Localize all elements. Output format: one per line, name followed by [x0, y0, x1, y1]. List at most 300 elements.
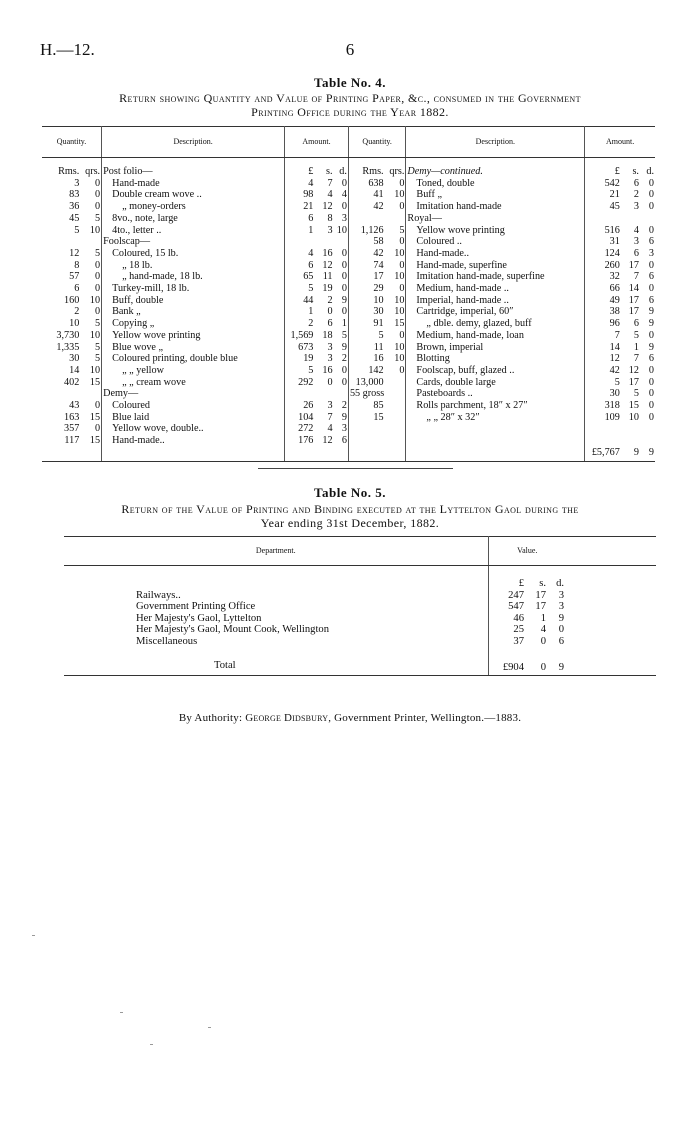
value-cell: 0 [334, 365, 349, 377]
paper-speck [150, 1044, 153, 1045]
value-cell: 10 [334, 225, 349, 237]
value-cell: 43 [69, 400, 80, 412]
value-cell: 16 [373, 353, 384, 365]
empty-cell [470, 601, 488, 613]
printer-name: George Didsbury [245, 712, 329, 724]
value-cell: 0 [80, 423, 101, 435]
value-cell: 42 [373, 247, 384, 259]
value-cell: 0 [327, 376, 333, 388]
value-cell: 17 [628, 259, 639, 271]
value-cell [385, 388, 406, 400]
value-cell: 6 [648, 236, 654, 248]
description-cell: Imitation hand-made, superfine [406, 271, 585, 283]
value-cell: 11 [322, 271, 333, 283]
table-row [42, 435, 655, 447]
unit-label: d. [646, 166, 654, 177]
value-cell: 10 [80, 330, 101, 342]
value-cell: 673 [298, 341, 314, 353]
empty-cell [385, 423, 406, 435]
value-cell: 37 [513, 635, 525, 647]
empty-cell [470, 590, 488, 602]
value-cell: 10 [80, 225, 101, 237]
value-cell: 25 [513, 624, 525, 636]
empty-cell [348, 435, 384, 447]
value-cell: 10 [385, 342, 406, 354]
value-cell: 0 [80, 306, 101, 318]
value-cell: 0 [327, 306, 333, 318]
value-cell: 2 [74, 306, 80, 318]
value-cell: 17 [535, 589, 547, 601]
value-cell: 10 [80, 295, 101, 307]
description-cell: Copying „ [102, 318, 285, 330]
empty-cell [640, 423, 655, 435]
description-cell: Cards, double large [406, 377, 585, 389]
value-cell [285, 236, 315, 248]
value-cell: 17 [373, 271, 384, 283]
value-cell: 5 [614, 376, 620, 388]
value-cell: 6 [334, 435, 349, 447]
description-cell: 4to., letter .. [102, 225, 285, 237]
value-cell: 163 [64, 411, 80, 423]
value-cell: 272 [298, 423, 314, 435]
value-cell: 1 [540, 612, 547, 624]
value-cell: 16 [322, 364, 333, 376]
value-cell: 104 [298, 411, 314, 423]
value-cell: 10 [69, 318, 80, 330]
unit-label: £ [614, 166, 620, 177]
empty-cell [348, 423, 384, 435]
value-cell: 3 [327, 341, 333, 353]
value-cell [42, 388, 80, 400]
value-cell: 31 [609, 236, 620, 248]
value-cell: 3 [334, 213, 349, 225]
description-header: Description. [102, 127, 285, 158]
value-cell: 45 [69, 212, 80, 224]
value-cell: 10 [385, 248, 406, 260]
value-cell: 0 [334, 377, 349, 389]
unit-label: £ [308, 166, 314, 177]
table-row [42, 236, 655, 248]
empty-cell [42, 447, 80, 461]
value-cell: 0 [80, 189, 101, 201]
value-cell: 15 [80, 435, 101, 447]
empty-cell [640, 435, 655, 447]
value-cell: 0 [334, 248, 349, 260]
value-cell: 0 [385, 365, 406, 377]
unit-label: Rms. [362, 166, 384, 177]
value-cell [334, 236, 349, 248]
value-cell: 547 [508, 601, 525, 613]
value-cell: 12 [628, 364, 639, 376]
paper-speck [208, 1027, 211, 1028]
value-header: Value. [488, 537, 566, 566]
value-cell: 13,000 [355, 376, 384, 388]
empty-cell [314, 447, 333, 461]
unit-label: d. [556, 578, 565, 589]
value-cell: 74 [373, 259, 384, 271]
value-cell: 42 [373, 201, 384, 213]
table5-title: Table No. 5. [314, 485, 386, 500]
value-cell: 0 [558, 624, 565, 636]
value-cell: 15 [373, 411, 384, 423]
value-cell [80, 388, 101, 400]
empty-cell [470, 636, 488, 648]
value-cell: 57 [69, 271, 80, 283]
value-cell: 5 [80, 353, 101, 365]
paper-speck [120, 1012, 123, 1013]
value-cell: 12 [322, 435, 333, 447]
table-row [42, 225, 655, 237]
value-cell: 542 [604, 177, 620, 189]
empty-cell [385, 435, 406, 447]
value-cell: 41 [373, 189, 384, 201]
value-cell: 19 [322, 283, 333, 295]
value-cell: 10 [385, 306, 406, 318]
value-cell: 5 [308, 364, 314, 376]
value-cell: 0 [80, 260, 101, 272]
value-cell: 3 [74, 177, 80, 189]
value-cell: 5 [80, 248, 101, 260]
value-cell [385, 213, 406, 225]
empty-cell [566, 624, 656, 636]
value-cell: 0 [648, 259, 654, 271]
amount-header: Amount. [585, 127, 655, 158]
description-cell: Pasteboards .. [406, 388, 585, 400]
table-row [64, 624, 656, 636]
empty-cell [385, 447, 406, 461]
empty-cell [406, 423, 585, 435]
table-row [42, 260, 655, 272]
value-cell: 4 [633, 224, 639, 236]
paper-speck [32, 935, 35, 936]
table4-title: Table No. 4. [314, 75, 386, 90]
unit-label: qrs. [385, 166, 406, 178]
empty-cell [470, 624, 488, 636]
value-cell: 26 [303, 400, 314, 412]
empty-cell [566, 590, 656, 602]
description-cell: Coloured [102, 400, 285, 412]
table-row [64, 601, 656, 613]
value-cell: 0 [334, 178, 349, 190]
description-cell: „ hand-made, 18 lb. [102, 271, 285, 283]
value-cell: 3,730 [56, 329, 80, 341]
empty-cell [285, 447, 315, 461]
value-cell: 247 [508, 589, 525, 601]
value-cell: 9 [334, 342, 349, 354]
description-cell: „ money-orders [102, 201, 285, 213]
table4-caption-line1: Return showing Quantity and Value of Printing Paper, &c., consumed in the Government [119, 91, 581, 105]
value-cell: 4 [308, 247, 314, 259]
value-cell: 5 [80, 213, 101, 225]
table5-total-row [64, 660, 656, 676]
value-cell: 9 [334, 295, 349, 307]
table-row [42, 365, 655, 377]
table-row [42, 412, 655, 424]
description-cell: Medium, hand-made .. [406, 283, 585, 295]
total-pounds: £5,767 [585, 447, 621, 461]
value-cell: 1 [334, 318, 349, 330]
description-cell: Toned, double [406, 178, 585, 190]
description-cell: Blue wove „ [102, 342, 285, 354]
value-cell: 0 [80, 283, 101, 295]
value-cell: 4 [308, 177, 314, 189]
unit-label: £ [518, 578, 525, 589]
value-cell: 9 [648, 318, 654, 330]
value-cell: 12 [322, 201, 333, 213]
value-cell: 260 [604, 259, 620, 271]
value-cell: 1,569 [290, 329, 314, 341]
value-cell: 2 [334, 400, 349, 412]
unit-label: s. [326, 166, 333, 177]
value-cell: 55 gross [349, 388, 385, 400]
description-cell: Buff „ [406, 189, 585, 201]
value-cell: 2 [308, 318, 314, 330]
value-cell: 6 [633, 247, 639, 259]
empty-cell [566, 601, 656, 613]
total-label: Total [64, 660, 470, 676]
value-cell: 0 [334, 306, 349, 318]
description-cell: Turkey-mill, 18 lb. [102, 283, 285, 295]
empty-cell [470, 613, 488, 625]
value-cell: 91 [373, 318, 384, 330]
value-cell: 7 [614, 329, 620, 341]
table-row [42, 342, 655, 354]
table4-caption-line2: Printing Office during the Year 1882. [251, 105, 449, 119]
value-cell: 7 [327, 411, 333, 423]
description-cell: Demy— [102, 388, 285, 400]
value-cell: 45 [609, 201, 620, 213]
table-row [42, 377, 655, 389]
empty-cell [585, 435, 621, 447]
total-pounds: £904 [488, 660, 526, 676]
description-cell: „ „ cream wove [102, 377, 285, 389]
value-cell: 11 [373, 341, 384, 353]
value-cell: 5 [80, 342, 101, 354]
table-row [42, 400, 655, 412]
value-cell: 0 [648, 224, 654, 236]
empty-cell [334, 447, 349, 461]
description-cell: Blue laid [102, 412, 285, 424]
table-row [42, 283, 655, 295]
value-cell: 0 [385, 201, 406, 213]
description-cell: Imitation hand-made [406, 201, 585, 213]
value-cell: 83 [69, 189, 80, 201]
value-cell: 14 [69, 364, 80, 376]
value-cell: 0 [648, 388, 654, 400]
unit-label: s. [539, 578, 547, 589]
value-cell: 0 [648, 177, 654, 189]
value-cell: 15 [80, 412, 101, 424]
value-cell: 0 [334, 271, 349, 283]
value-cell: 3 [633, 201, 639, 213]
value-cell: 10 [385, 271, 406, 283]
value-cell: 15 [385, 318, 406, 330]
value-cell [348, 213, 384, 225]
table-row [42, 189, 655, 201]
department-cell: Railways.. [136, 589, 181, 601]
description-cell: Coloured .. [406, 236, 585, 248]
value-cell: 7 [633, 353, 639, 365]
value-cell: 6 [648, 353, 654, 365]
value-cell: 0 [385, 330, 406, 342]
empty-cell [102, 447, 285, 461]
value-cell: 12 [69, 247, 80, 259]
value-cell: 3 [558, 589, 565, 601]
value-cell: 66 [609, 283, 620, 295]
unit-label: d. [334, 166, 349, 178]
value-cell: 4 [540, 624, 547, 636]
value-cell: 0 [80, 400, 101, 412]
value-cell: 32 [609, 271, 620, 283]
total-shillings: 9 [621, 447, 640, 461]
table4 [42, 126, 655, 462]
value-cell [314, 388, 333, 400]
table-row [64, 636, 656, 648]
value-cell: 0 [648, 364, 654, 376]
table-row [42, 213, 655, 225]
value-cell [285, 388, 315, 400]
value-cell: 0 [648, 329, 654, 341]
description-cell: Hand-made, superfine [406, 260, 585, 272]
value-cell: 0 [648, 201, 654, 213]
total-shillings: 0 [526, 660, 548, 676]
unit-label: Rms. [58, 166, 80, 177]
value-cell: 6 [633, 318, 639, 330]
description-cell: Royal— [406, 213, 585, 225]
unit-label: qrs. [80, 166, 101, 178]
value-cell: 42 [609, 364, 620, 376]
value-cell: 9 [558, 612, 565, 624]
description-cell: Double cream wove .. [102, 189, 285, 201]
total-pence: 9 [548, 660, 566, 676]
value-cell [334, 388, 349, 400]
description-cell: „ dble. demy, glazed, buff [406, 318, 585, 330]
value-cell: 44 [303, 294, 314, 306]
description-cell: Coloured printing, double blue [102, 353, 285, 365]
table4-total-row [42, 447, 655, 461]
table-row [42, 295, 655, 307]
description-cell: Bank „ [102, 306, 285, 318]
value-cell: 10 [385, 295, 406, 307]
value-cell: 6 [74, 283, 80, 295]
value-cell: 0 [385, 260, 406, 272]
value-cell: 0 [648, 283, 654, 295]
table-row [42, 330, 655, 342]
value-cell [80, 236, 101, 248]
value-cell: 1 [633, 341, 639, 353]
value-cell [385, 377, 406, 389]
table-row [42, 306, 655, 318]
value-cell: 0 [385, 178, 406, 190]
value-cell: 7 [327, 177, 333, 189]
value-cell: 1 [308, 306, 314, 318]
empty-cell [566, 660, 656, 676]
empty-cell [621, 435, 640, 447]
description-cell: Yellow wove printing [406, 225, 585, 237]
empty-cell [470, 660, 488, 676]
value-cell: 38 [609, 306, 620, 318]
page-header [40, 40, 660, 64]
value-cell: 0 [80, 271, 101, 283]
imprint-prefix: By Authority: [178, 712, 243, 724]
value-cell: 4 [327, 189, 333, 201]
value-cell: 6 [308, 212, 314, 224]
value-cell: 176 [298, 435, 314, 447]
table-row [42, 201, 655, 213]
value-cell [640, 213, 655, 225]
value-cell: 160 [64, 294, 80, 306]
description-cell: Cartridge, imperial, 60″ [406, 306, 585, 318]
value-cell: 17 [628, 376, 639, 388]
value-cell: 46 [513, 612, 525, 624]
value-cell: 6 [308, 259, 314, 271]
value-cell: 0 [334, 260, 349, 272]
empty-cell [406, 447, 585, 461]
quantity-header: Quantity. [348, 127, 405, 158]
section-divider [258, 468, 453, 469]
value-cell: 16 [322, 247, 333, 259]
value-cell: 292 [298, 376, 314, 388]
value-cell: 7 [633, 271, 639, 283]
empty-cell [80, 447, 101, 461]
empty-cell [621, 423, 640, 435]
value-cell: 21 [609, 189, 620, 201]
value-cell: 3 [327, 400, 333, 412]
description-cell: „ „ yellow [102, 365, 285, 377]
description-cell: Imperial, hand-made .. [406, 295, 585, 307]
empty-cell [348, 447, 384, 461]
department-cell: Her Majesty's Gaol, Lyttelton [136, 612, 262, 624]
value-cell: 96 [609, 318, 620, 330]
value-cell: 0 [648, 376, 654, 388]
value-cell: 0 [334, 283, 349, 295]
value-cell [314, 236, 333, 248]
value-cell [585, 213, 621, 225]
value-cell: 10 [80, 365, 101, 377]
value-cell: 1,335 [56, 341, 80, 353]
table5-header-row [64, 537, 656, 566]
value-cell: 3 [327, 353, 333, 365]
description-cell: Buff, double [102, 295, 285, 307]
description-cell: Coloured, 15 lb. [102, 248, 285, 260]
unit-label: s. [632, 166, 639, 177]
value-cell: 9 [648, 341, 654, 353]
empty-cell [566, 613, 656, 625]
value-cell [385, 400, 406, 412]
value-cell: 638 [368, 177, 384, 189]
value-cell: 357 [64, 423, 80, 435]
value-cell: 10 [385, 353, 406, 365]
value-cell: 9 [648, 306, 654, 318]
value-cell: 5 [385, 225, 406, 237]
value-cell: 30 [69, 353, 80, 365]
description-cell: Foolscap— [102, 236, 285, 248]
value-cell: 98 [303, 189, 314, 201]
value-cell: 142 [368, 364, 384, 376]
table-row [42, 353, 655, 365]
description-cell: Medium, hand-made, loan [406, 330, 585, 342]
value-cell: 124 [604, 247, 620, 259]
value-cell: 49 [609, 294, 620, 306]
value-cell: 65 [303, 271, 314, 283]
value-cell: 0 [385, 236, 406, 248]
value-cell: 9 [334, 412, 349, 424]
table5-caption-line2: Year ending 31st December, 1882. [260, 516, 440, 530]
value-cell [621, 213, 640, 225]
value-cell: 8 [74, 259, 80, 271]
description-cell: Hand-made.. [406, 248, 585, 260]
value-cell: 10 [628, 411, 639, 423]
